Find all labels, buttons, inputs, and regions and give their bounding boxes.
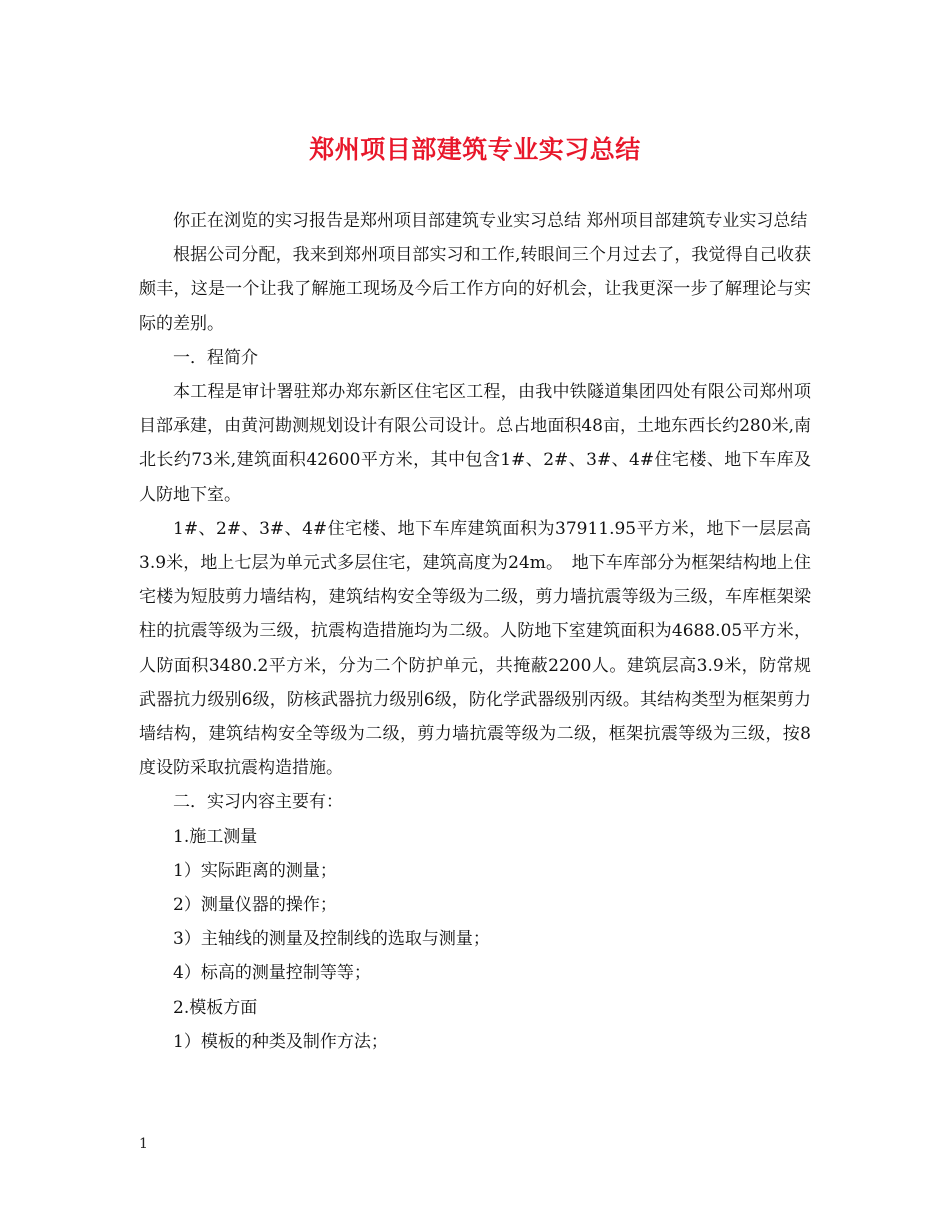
document-title: 郑州项目部建筑专业实习总结 (309, 135, 641, 164)
list-item: 2）测量仪器的操作； (173, 895, 337, 916)
list-item: 2.模板方面 (173, 997, 258, 1018)
paragraph: 1#、2#、3#、4#住宅楼、地下车库建筑面积为37911.95平方米，地下一层层高3.9米，地上七层为单元式多层住宅，建筑高度为24m。 地下车库部分为框架结构地上住宅楼为短肢剪力墙结构，建筑结构安全等级为二级，剪力墙抗震等级为三级，车库框架梁柱的抗震等级为三级，抗震构造措施均为二级。人防地下室建筑面积为4688.05平方米，人防面积3480.2平方米，分为二个防护单元，共掩蔽2200人。建筑层高3.9米，防常规武器抗力级别6级，防核武器抗力级别6级，防化学武器级别丙级。其结构类型为框架剪力墙结构，建筑结构安全等级为二级，剪力墙抗震等级为二级，框架抗震等级为三级，按8度设防采取抗震构造措施。 (139, 518, 812, 779)
paragraph: 本工程是审计署驻郑办郑东新区住宅区工程，由我中铁隧道集团四处有限公司郑州项目部承建，由黄河勘测规划设计有限公司设计。总占地面积48亩，土地东西长约280米,南北长约73米,建筑面积42600平方米，其中包含1#、2#、3#、4#住宅楼、地下车库及人防地下室。 (139, 382, 811, 505)
list-item: 1）实际距离的测量； (173, 860, 337, 881)
document-body (139, 204, 811, 1059)
paragraph: 你正在浏览的实习报告是郑州项目部建筑专业实习总结 郑州项目部建筑专业实习总结 (173, 211, 808, 231)
list-item: 1）模板的种类及制作方法； (173, 1031, 388, 1052)
section-heading: 一．程简介 (173, 347, 258, 368)
list-item: 4）标高的测量控制等等； (173, 963, 371, 984)
page-number: 1 (139, 1136, 148, 1152)
section-heading: 二．实习内容主要有： (173, 792, 343, 813)
list-item: 3）主轴线的测量及控制线的选取与测量； (173, 929, 490, 950)
paragraph: 根据公司分配，我来到郑州项目部实习和工作,转眼间三个月过去了，我觉得自己收获颇丰，这是一个让我了解施工现场及今后工作方向的好机会，让我更深一步了解理论与实际的差别。 (139, 245, 811, 334)
list-item: 1.施工测量 (173, 826, 258, 847)
